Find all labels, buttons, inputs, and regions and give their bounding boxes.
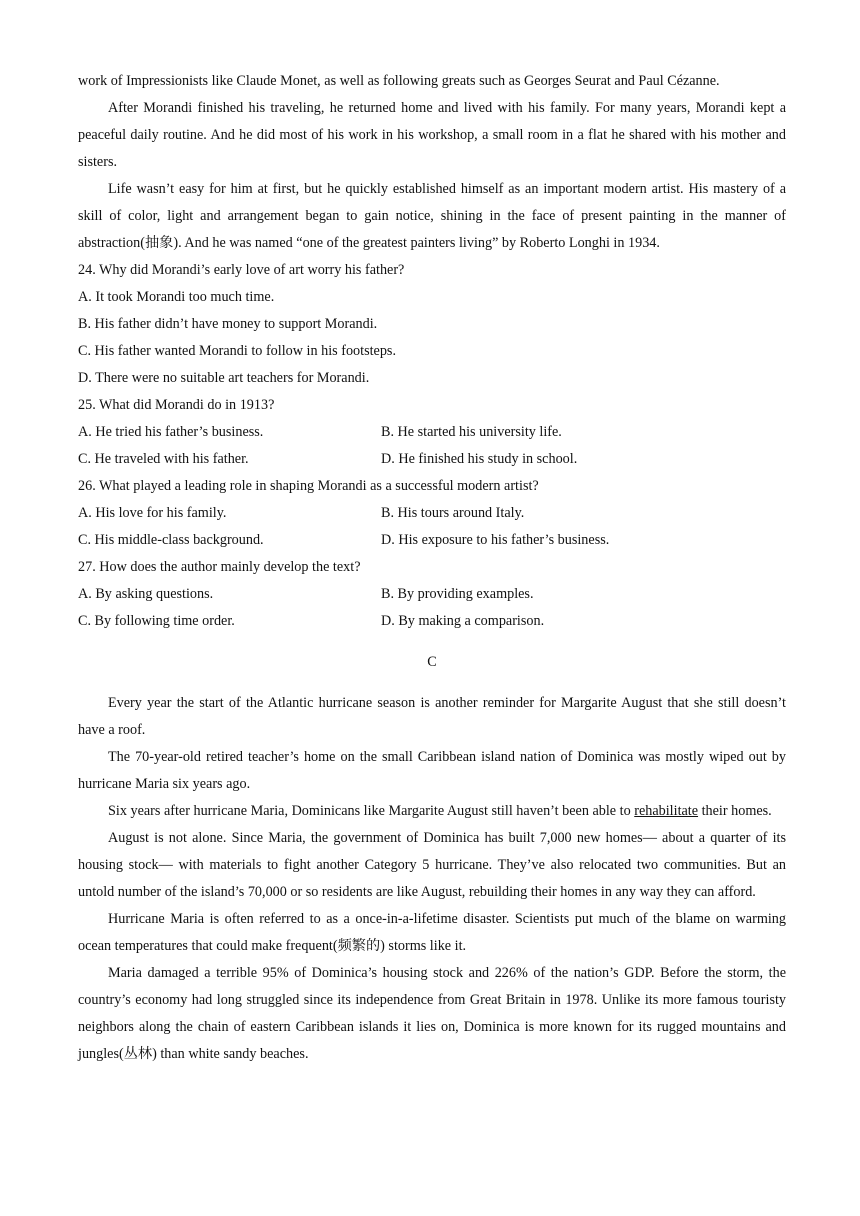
option-a: A. It took Morandi too much time.	[78, 289, 275, 305]
passage-c-paragraph: August is not alone. Since Maria, the government of Dominica has built 7,000 new homes— about a quarter of its housing stock— with materials to fight another Category 5 hurricane. They’ve also relocated two communities. But an untold number of the island’s 70,000 or so residents are like August, rebuilding their homes in any way they can afford.	[78, 830, 786, 901]
passage-c-paragraph: Maria damaged a terrible 95% of Dominica’s housing stock and 226% of the nation’s GDP. Before the storm, the country’s economy had long struggled since its independence from Great Britain in 1978. Unlike its more famous touristy neighbors along the chain of eastern Caribbean islands it lies on, Dominica is more known for its rugged mountains and jungles(丛林) than white sandy beaches.	[78, 965, 786, 1063]
option-c: C. His middle-class background.	[78, 532, 264, 548]
document-page	[78, 68, 786, 1068]
option-d: D. By making a comparison.	[381, 613, 545, 629]
option-c: C. His father wanted Morandi to follow in his footsteps.	[78, 343, 396, 359]
option-b: B. By providing examples.	[381, 586, 534, 602]
option-b: B. He started his university life.	[381, 424, 562, 440]
passage-b-paragraph: Life wasn’t easy for him at first, but he quickly established himself as an important modern artist. His mastery of a skill of color, light and arrangement began to gain notice, shining in the face of present painting in the manner of abstraction(抽象). And he was named “one of the greatest painters living” by Roberto Longhi in 1934.	[78, 181, 786, 251]
option-b: B. His father didn’t have money to support Morandi.	[78, 316, 378, 332]
question-stem: 24. Why did Morandi’s early love of art worry his father?	[78, 262, 405, 278]
question-25	[78, 392, 786, 473]
passage-c-paragraph: The 70-year-old retired teacher’s home on the small Caribbean island nation of Dominica was mostly wiped out by hurricane Maria six years ago.	[78, 749, 786, 793]
passage-c-paragraph	[78, 798, 786, 825]
passage-b-paragraph: After Morandi finished his traveling, he returned home and lived with his family. For many years, Morandi kept a peaceful daily routine. And he did most of his work in his workshop, a small room in a flat he shared with his mother and sisters.	[78, 100, 786, 170]
question-27	[78, 554, 786, 635]
question-24	[78, 257, 786, 392]
section-heading: C	[427, 654, 437, 671]
option-c: C. He traveled with his father.	[78, 451, 249, 467]
option-a: A. By asking questions.	[78, 586, 214, 602]
question-stem: 27. How does the author mainly develop the text?	[78, 559, 361, 575]
option-c: C. By following time order.	[78, 613, 235, 629]
option-a: A. His love for his family.	[78, 505, 227, 521]
question-stem: 26. What played a leading role in shaping Morandi as a successful modern artist?	[78, 478, 539, 494]
text-run: Six years after hurricane Maria, Dominicans like Margarite August still haven’t been able to	[108, 803, 635, 820]
option-b: B. His tours around Italy.	[381, 505, 525, 521]
passage-c-paragraph: Every year the start of the Atlantic hurricane season is another reminder for Margarite August that she still doesn’t have a roof.	[78, 695, 786, 739]
underlined-word: rehabilitate	[634, 803, 699, 820]
passage-c-paragraph: Hurricane Maria is often referred to as a once-in-a-lifetime disaster. Scientists put much of the blame on warming ocean temperatures that could make frequent(频繁的) storms like it.	[78, 911, 786, 955]
option-d: D. He finished his study in school.	[381, 451, 578, 467]
text-run: their homes.	[698, 803, 772, 820]
option-d: D. There were no suitable art teachers for Morandi.	[78, 370, 370, 386]
option-d: D. His exposure to his father’s business.	[381, 532, 610, 548]
question-26	[78, 473, 786, 554]
option-a: A. He tried his father’s business.	[78, 424, 264, 440]
question-stem: 25. What did Morandi do in 1913?	[78, 397, 275, 413]
passage-b-paragraph: work of Impressionists like Claude Monet, as well as following greats such as Georges Seurat and Paul Cézanne.	[78, 73, 720, 89]
